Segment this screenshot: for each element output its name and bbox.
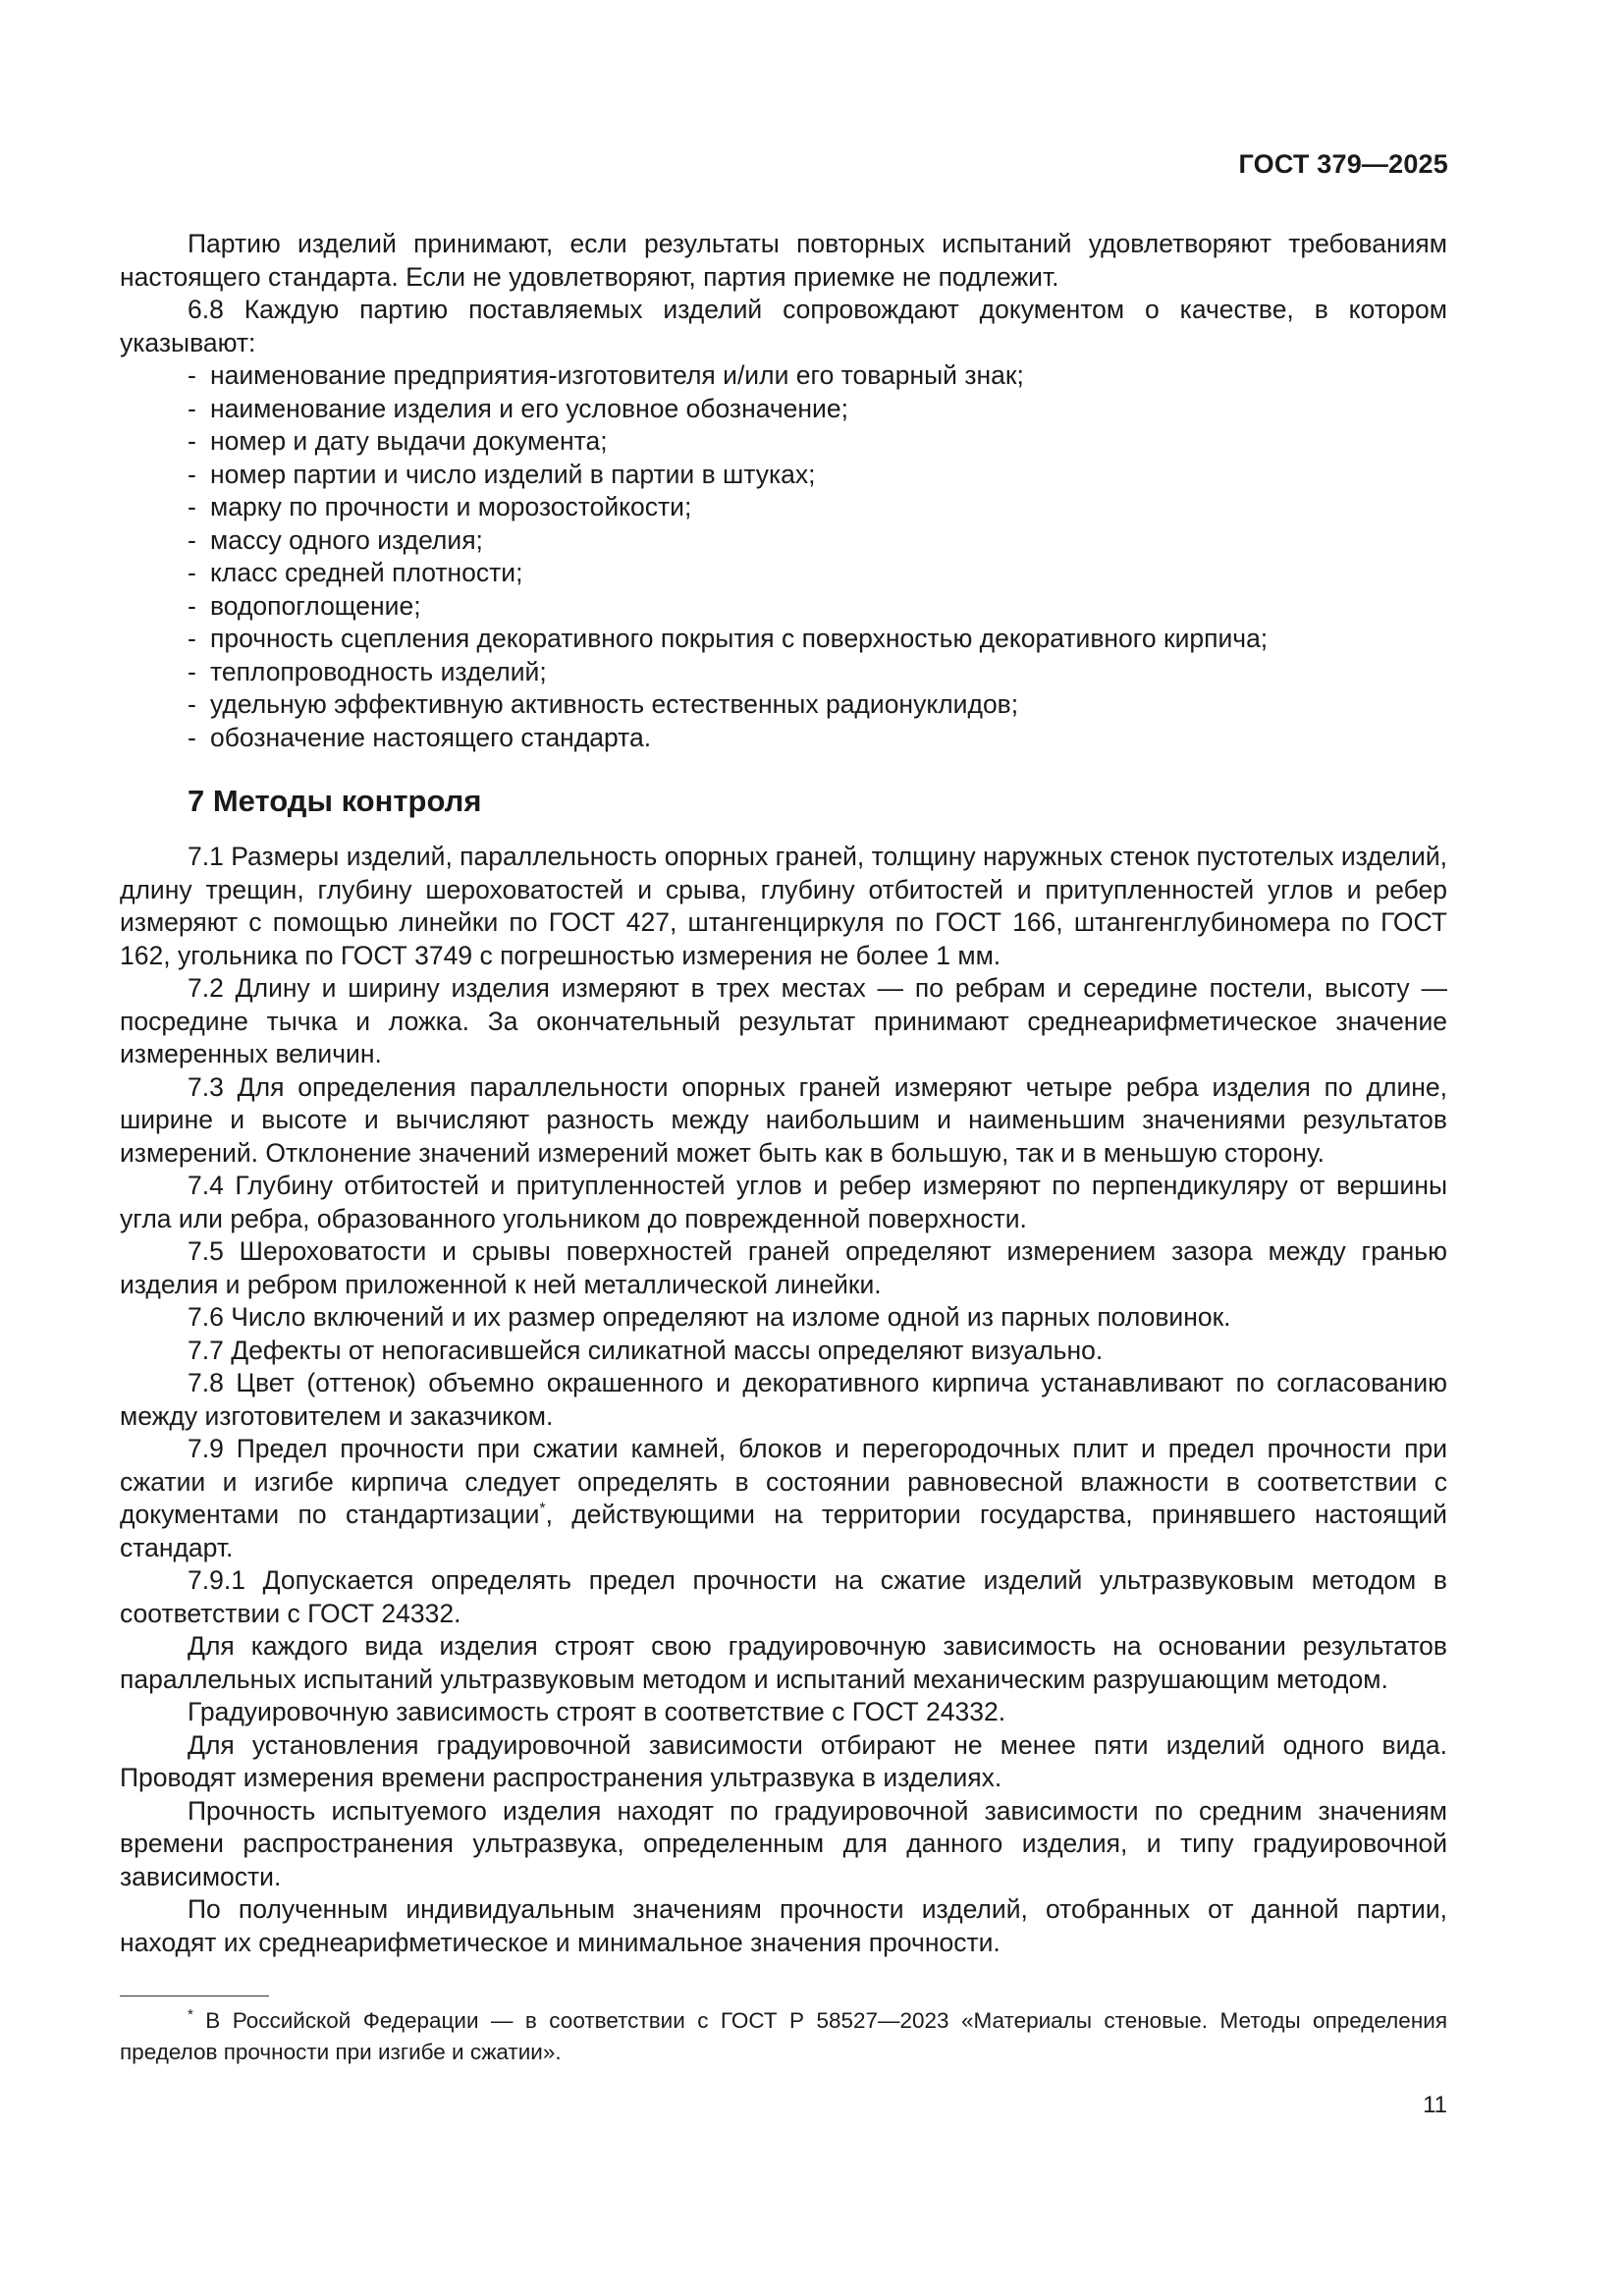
list-item: - теплопроводность изделий; <box>120 656 1447 689</box>
list-item: - обозначение настоящего стандарта. <box>120 722 1447 755</box>
list-marker: - <box>188 558 196 587</box>
page-number: 11 <box>1423 2092 1447 2118</box>
list-marker: - <box>188 524 196 555</box>
quality-document-list <box>120 359 1447 754</box>
list-item: - номер партии и число изделий в партии в штуках; <box>120 459 1447 492</box>
list-marker: - <box>188 492 196 521</box>
paragraph-7-2: 7.2 Длину и ширину изделия измеряют в трех местах — по ребрам и середине постели, высоту — посредине тычка и ложка. За окончательный результат принимают среднеарифметическое значение измеренных величин. <box>120 973 1447 1068</box>
paragraph-6-8: 6.8 Каждую партию поставляемых изделий сопровождают документом о качестве, в котором указывают: <box>120 295 1447 357</box>
footnote-mark: * <box>188 2006 193 2023</box>
list-item: - массу одного изделия; <box>120 524 1447 558</box>
list-marker: - <box>188 722 196 752</box>
list-item: - марку по прочности и морозостойкости; <box>120 491 1447 524</box>
paragraph-strength-determination: Прочность испытуемого изделия находят по градуировочной зависимости по средним значениям времени распространения ультразвука, определенным для данного изделия, и типу градуировочной зависимости. <box>120 1795 1447 1891</box>
list-marker: - <box>188 656 196 686</box>
footnote-reference[interactable]: * <box>539 1501 546 1517</box>
document-body <box>120 228 1447 1959</box>
paragraph-7-9-1: 7.9.1 Допускается определять предел прочности на сжатие изделий ультразвуковым методом в соответствии с ГОСТ 24332. <box>120 1565 1447 1628</box>
paragraph-7-8: 7.8 Цвет (оттенок) объемно окрашенного и декоративного кирпича устанавливают по согласованию между изготовителем и заказчиком. <box>120 1368 1447 1431</box>
paragraph-batch-acceptance: Партию изделий принимают, если результаты повторных испытаний удовлетворяют требованиям настоящего стандарта. Если не удовлетворяют, партия приемке не подлежит. <box>120 229 1447 292</box>
list-item: - наименование изделия и его условное обозначение; <box>120 393 1447 426</box>
paragraph-7-1: 7.1 Размеры изделий, параллельность опорных граней, толщину наружных стенок пустотелых изделий, длину трещин, глубину шероховатостей и срыва, глубину отбитостей и притупленностей углов и ребер измеряют с помощью линейки по ГОСТ 427, штангенциркуля по ГОСТ 166, штангенглубиномера по ГОСТ 162, угольника по ГОСТ 3749 с погрешностью измерения не более 1 мм. <box>120 842 1447 970</box>
section-heading: 7 Методы контроля <box>188 784 482 818</box>
paragraph-7-3: 7.3 Для определения параллельности опорных граней измеряют четыре ребра изделия по длине, ширине и высоте и вычисляют разность между наибольшим и наименьшим значениями результатов измерений. Отклонение значений измерений может быть как в большую, так и в меньшую сторону. <box>120 1071 1447 1168</box>
list-marker: - <box>188 624 196 653</box>
list-marker: - <box>188 590 196 621</box>
list-item: - наименование предприятия-изготовителя и/или его товарный знак; <box>120 359 1447 393</box>
list-item: - класс средней плотности; <box>120 557 1447 590</box>
list-marker: - <box>188 426 196 456</box>
paragraph-7-5: 7.5 Шероховатости и срывы поверхностей граней определяют измерением зазора между гранью изделия и ребром приложенной к ней металлической линейки. <box>120 1236 1447 1299</box>
footnote <box>120 2005 1447 2068</box>
footnote-divider <box>120 1995 269 1996</box>
paragraph-strength-average: По полученным индивидуальным значениям прочности изделий, отобранных от данной партии, находят их среднеарифметическое и минимальное значения прочности. <box>120 1894 1447 1957</box>
paragraph-calibration-samples: Для установления градуировочной зависимости отбирают не менее пяти изделий одного вида. Проводят измерения времени распространения ультразвука в изделиях. <box>120 1729 1447 1792</box>
list-marker: - <box>188 689 196 719</box>
list-item: - водопоглощение; <box>120 590 1447 624</box>
paragraph-7-9: 7.9 Предел прочности при сжатии камней, блоков и перегородочных плит и предел прочности при сжатии и изгибе кирпича следует определять в состоянии равновесной влажности в соответствии с документами по стандартизации*, действующими на территории государства, принявшего настоящий стандарт. <box>120 1434 1447 1562</box>
list-item: - удельную эффективную активность естественных радионуклидов; <box>120 688 1447 722</box>
list-item: - номер и дату выдачи документа; <box>120 425 1447 459</box>
list-marker: - <box>188 459 196 489</box>
paragraph-calibration-build: Для каждого вида изделия строят свою градуировочную зависимость на основании результатов параллельных испытаний ультразвуковым методом и испытаний механическим разрушающим методом. <box>120 1631 1447 1694</box>
footnote-text: В Российской Федерации — в соответствии с ГОСТ Р 58527—2023 «Материалы стеновые. Методы определения пределов прочности при изгибе и сжатии». <box>120 2008 1447 2064</box>
list-marker: - <box>188 360 196 390</box>
paragraph-calibration-standard: Градуировочную зависимость строят в соответствие с ГОСТ 24332. <box>188 1697 1006 1726</box>
paragraph-7-6: 7.6 Число включений и их размер определяют на изломе одной из парных половинок. <box>188 1302 1231 1332</box>
standard-designation: ГОСТ 379—2025 <box>1238 149 1448 179</box>
paragraph-7-7: 7.7 Дефекты от непогасившейся силикатной массы определяют визуально. <box>188 1335 1104 1365</box>
list-marker: - <box>188 393 196 423</box>
paragraph-7-4: 7.4 Глубину отбитостей и притупленностей углов и ребер измеряют по перпендикуляру от вершины угла или ребра, образованного угольником до поврежденной поверхности. <box>120 1171 1447 1233</box>
list-item: - прочность сцепления декоративного покрытия с поверхностью декоративного кирпича; <box>120 623 1447 656</box>
